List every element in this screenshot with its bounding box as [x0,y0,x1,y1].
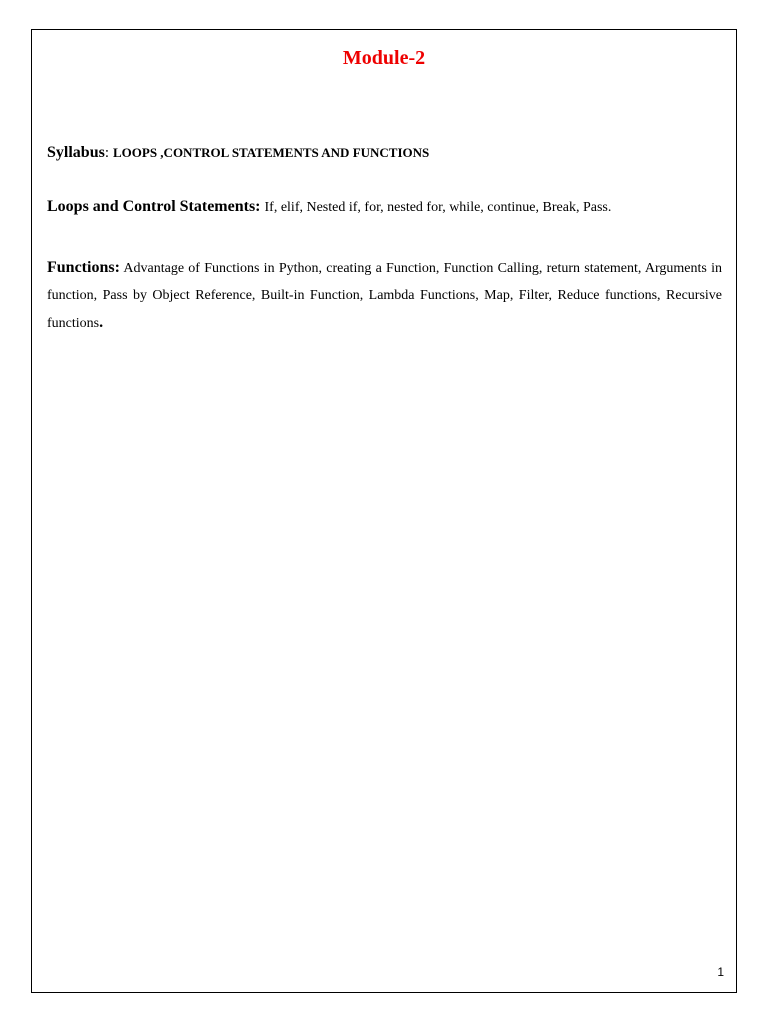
page-border [31,29,737,993]
page-number: 1 [717,965,724,979]
module-title: Module-2 [342,47,426,69]
syllabus-value: LOOPS ,CONTROL STATEMENTS AND FUNCTIONS [112,145,430,160]
functions-label: Functions [47,259,115,276]
loops-paragraph [47,197,722,218]
syllabus-colon: : [104,145,109,161]
syllabus-label: Syllabus [47,144,105,161]
functions-end-period: . [99,314,104,331]
functions-colon: : [114,259,120,276]
functions-paragraph [47,254,722,337]
loops-label: Loops and Control Statements: [47,198,261,215]
syllabus-line [47,143,722,163]
loops-topics: If, elif, Nested if, for, nested for, while, continue, Break, Pass. [264,200,612,215]
functions-topics: Advantage of Functions in Python, creating a Function, Function Calling, return statement, Arguments in function, Pass by Object Reference, Built-in Function, Lambda Functions, Map, Filter, Reduce functions, Recursive functions [47,261,722,331]
